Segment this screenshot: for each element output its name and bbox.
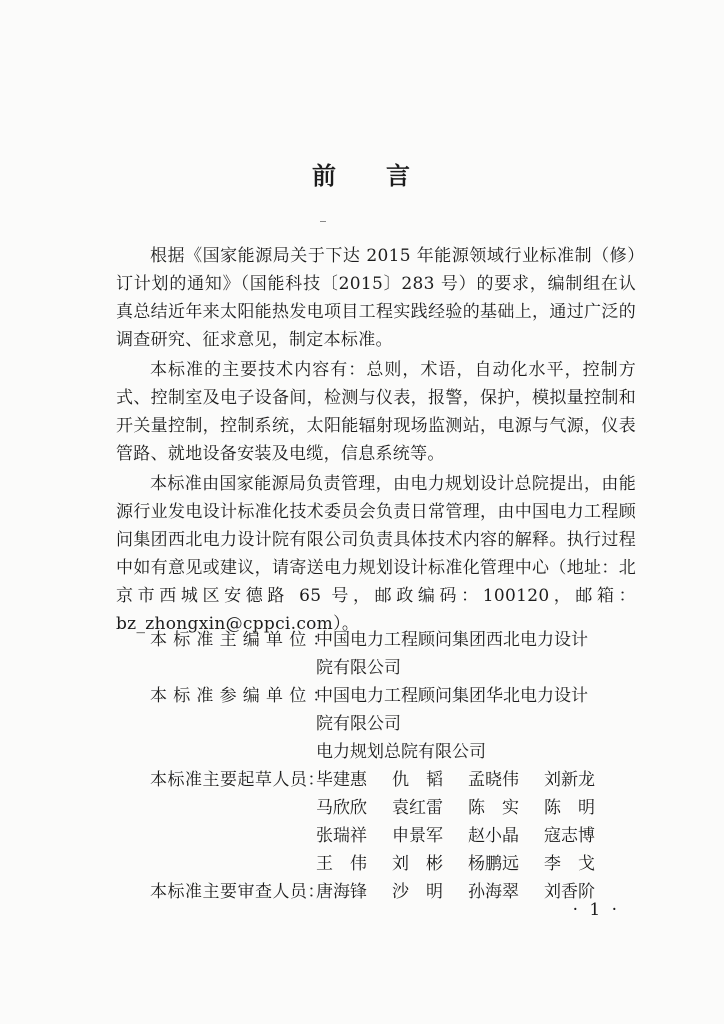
drafters-name: 寇志博 — [544, 826, 595, 846]
drafters-name: 孟晓伟 — [468, 770, 519, 790]
chief-editor-label: 本标准主编单位： — [150, 630, 336, 650]
co-editor-org-line-3: 电力规划总院有限公司 — [316, 742, 486, 762]
drafters-name: 申景军 — [392, 826, 443, 846]
preface-body — [116, 242, 636, 640]
title-char-2: 言 — [386, 161, 412, 190]
co-editor-org-line-2: 院有限公司 — [316, 714, 401, 734]
drafters-row — [150, 766, 636, 878]
co-editor-label: 本标准参编单位： — [150, 686, 336, 706]
title-char-1: 前 — [312, 161, 338, 190]
credits-block — [150, 626, 636, 906]
page-title — [0, 160, 724, 192]
paragraph-3: 本标准由国家能源局负责管理，由电力规划设计总院提出，由能源行业发电设计标准化技术委员会负责日常管理，由中国电力工程顾问集团西北电力设计院有限公司负责具体技术内容的解释。执行过程中如有意见或建议，请寄送电力规划设计标准化管理中心（地址：北京市西城区安德路 65 号，邮政编码：100120，邮箱：bz_zhongxin@cppci.com）。 — [116, 474, 636, 634]
page-number: · 1 · — [572, 900, 620, 920]
paragraph-2: 本标准的主要技术内容有：总则，术语，自动化水平，控制方式、控制室及电子设备间，检测与仪表，报警，保护，模拟量控制和开关量控制，控制系统，太阳能辐射现场监测站，电源与气源，仪表管路、就地设备安装及电缆，信息系统等。 — [116, 360, 636, 464]
drafters-name: 杨鹏远 — [468, 854, 519, 874]
drafters-name: 王 伟 — [316, 854, 367, 874]
drafters-name: 毕建惠 — [316, 770, 367, 790]
drafters-name: 马欣欣 — [316, 798, 367, 818]
drafters-name: 李 戈 — [544, 854, 595, 874]
reviewers-name: 孙海翠 — [468, 882, 519, 902]
drafters-name: 赵小晶 — [468, 826, 519, 846]
chief-editor-row — [150, 626, 636, 682]
chief-editor-org-line-2: 院有限公司 — [316, 658, 401, 678]
reviewers-name: 唐海锋 — [316, 882, 367, 902]
drafters-name: 刘新龙 — [544, 770, 595, 790]
drafters-name: 仇 韬 — [392, 770, 443, 790]
reviewers-name: 沙 明 — [392, 882, 443, 902]
drafters-list — [316, 766, 620, 878]
drafters-label: 本标准主要起草人员： — [150, 770, 325, 790]
reviewers-label: 本标准主要审查人员： — [150, 882, 325, 902]
drafters-name: 陈 实 — [468, 798, 519, 818]
chief-editor-org-line-1: 中国电力工程顾问集团西北电力设计 — [316, 630, 588, 650]
drafters-name: 陈 明 — [544, 798, 595, 818]
co-editor-row — [150, 682, 636, 766]
drafters-name: 袁红雷 — [392, 798, 443, 818]
co-editor-org-line-1: 中国电力工程顾问集团华北电力设计 — [316, 686, 588, 706]
paragraph-1: 根据《国家能源局关于下达 2015 年能源领域行业标准制（修）订计划的通知》（国能科技〔2015〕283 号）的要求，编制组在认真总结近年来太阳能热发电项目工程实践经验的基础上，通过广泛的调查研究、征求意见，制定本标准。 — [116, 246, 636, 350]
reviewers-name: 刘香阶 — [544, 882, 595, 902]
scan-mark — [320, 221, 326, 222]
reviewers-row — [150, 878, 636, 906]
drafters-name: 张瑞祥 — [316, 826, 367, 846]
drafters-name: 刘 彬 — [392, 854, 443, 874]
